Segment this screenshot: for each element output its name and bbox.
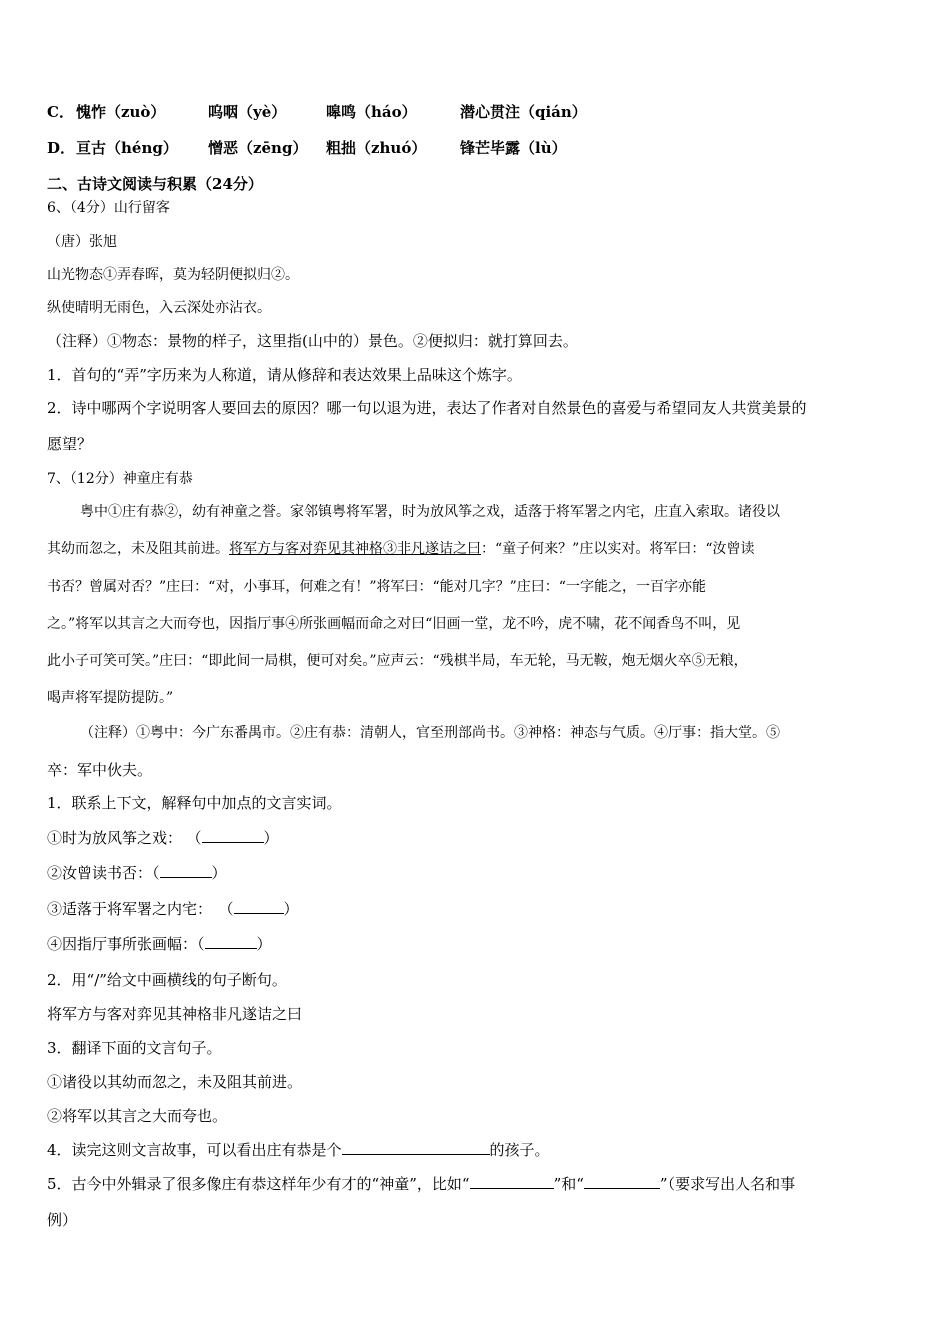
- question-6-sub2: 2．诗中哪两个字说明客人要回去的原因？哪一句以退为进，表达了作者对自然景色的喜爱与希望同友人共赏美景的: [47, 399, 807, 417]
- passage-line: 喝声将军提防提防。”: [47, 690, 174, 706]
- question-7-heading: 7、（12分）神童庄有恭: [47, 471, 193, 487]
- answer-item: ④因指厅事所张画幅：（ ）: [47, 935, 272, 953]
- question-7-sub1: 1．联系上下文，解释句中加点的文言实词。: [47, 794, 342, 812]
- section-title: 二、古诗文阅读与积累（24分）: [47, 175, 263, 193]
- passage-line: 书否？曾属对否？”庄曰：“对，小事耳，何难之有！”将军曰：“能对几字？”庄曰：“一字能之，一百字亦能: [47, 579, 706, 595]
- answer-prompt: ①时为放风筝之戏：: [47, 829, 183, 847]
- passage-note: 卒：军中伙夫。: [47, 761, 153, 779]
- question-text: 4．读完这则文言故事，可以看出庄有恭是个: [47, 1141, 342, 1159]
- answer-blank[interactable]: [342, 1140, 490, 1155]
- passage-note: （注释）①粤中：今广东番禺市。②庄有恭：清朝人，官至刑部尚书。③神格：神态与气质。④厅事：指大堂。⑤: [80, 725, 780, 741]
- underlined-sentence: 将军方与客对弈见其神格③非凡遂诘之曰: [229, 541, 481, 557]
- passage-line: 粤中①庄有恭②，幼有神童之誉。家邻镇粤将军署，时为放风筝之戏，适落于将军署之内宅，庄直入索取。诸役以: [80, 504, 780, 520]
- option-d-label: D．: [47, 139, 76, 157]
- answer-item: ②汝曾读书否：（ ）: [47, 864, 227, 882]
- answer-item: ③适落于将军署之内宅： （ ）: [47, 900, 299, 918]
- question-6-heading: 6、（4分）山行留客: [47, 200, 170, 216]
- translate-sentence: ①诸役以其幼而忽之，未及阻其前进。: [47, 1073, 303, 1091]
- passage-text: ：“童子何来？”庄以实对。将军曰：“汝曾读: [481, 541, 755, 557]
- question-text: 5．古今中外辑录了很多像庄有恭这样年少有才的“神童”，比如“: [47, 1175, 470, 1193]
- answer-item: ①时为放风筝之戏： （ ）: [47, 829, 279, 847]
- question-text: 的孩子。: [489, 1141, 550, 1159]
- passage-line: [47, 539, 754, 559]
- question-6-sub2-cont: 愿望？: [47, 435, 93, 453]
- question-7-sub2: 2．用“/”给文中画横线的句子断句。: [47, 971, 287, 989]
- answer-blank[interactable]: [584, 1174, 660, 1189]
- option-d-item: 憎恶（zēng）: [208, 139, 308, 157]
- passage-text: 其幼而忽之，未及阻其前进。: [47, 541, 229, 557]
- answer-prompt: ④因指厅事所张画幅：: [47, 935, 198, 953]
- question-7-sub3: 3．翻译下面的文言句子。: [47, 1039, 222, 1057]
- answer-blank[interactable]: [160, 863, 212, 878]
- passage-line: 此小子可笑可笑。”庄曰：“即此间一局棋，便可对矣。”应声云：“残棋半局，车无轮，马无鞍，炮无烟火卒⑤无粮，: [47, 653, 748, 669]
- question-7-sub5: [47, 1174, 795, 1194]
- answer-prompt: ②汝曾读书否：: [47, 864, 153, 882]
- option-d-item: 粗拙（zhuó）: [326, 139, 427, 157]
- sentence-to-punctuate: 将军方与客对弈见其神格非凡遂诘之曰: [47, 1005, 303, 1023]
- question-6-sub1: 1．首句的“弄”字历来为人称道，请从修辞和表达效果上品味这个炼字。: [47, 366, 522, 384]
- answer-prompt: ③适落于将军署之内宅：: [47, 900, 213, 918]
- answer-blank[interactable]: [234, 899, 284, 914]
- option-c-item: 潜心贯注（qián）: [460, 103, 587, 121]
- option-c-item: 呜咽（yè）: [208, 103, 287, 121]
- question-7-sub4: [47, 1140, 550, 1160]
- option-c-item: 愧怍（zuò）: [76, 103, 166, 121]
- option-d-item: 亘古（héng）: [76, 139, 178, 157]
- passage-line: 之。”将军以其言之大而夸也，因指厅事④所张画幅而命之对曰“旧画一堂，龙不吟，虎不啸，花不闻香鸟不叫，见: [47, 616, 741, 632]
- translate-sentence: ②将军以其言之大而夸也。: [47, 1107, 228, 1125]
- option-c-item: 嗥鸣（háo）: [326, 103, 417, 121]
- poem-note: （注释）①物态：景物的样子，这里指(山中的）景色。②便拟归：就打算回去。: [47, 332, 578, 350]
- question-text: ”（要求写出人名和事: [659, 1175, 796, 1193]
- poem-line: 山光物态①弄春晖，莫为轻阴便拟归②。: [47, 267, 299, 283]
- option-c-label: C．: [47, 103, 74, 121]
- answer-blank[interactable]: [202, 828, 264, 843]
- answer-blank[interactable]: [205, 934, 257, 949]
- answer-blank[interactable]: [470, 1174, 554, 1189]
- question-7-sub5-cont: 例）: [47, 1211, 78, 1229]
- poem-line: 纵使晴明无雨色，入云深处亦沾衣。: [47, 300, 271, 316]
- option-d-item: 锋芒毕露（lù）: [460, 139, 567, 157]
- question-text: ”和“: [553, 1175, 584, 1193]
- poem-author: （唐）张旭: [47, 234, 117, 250]
